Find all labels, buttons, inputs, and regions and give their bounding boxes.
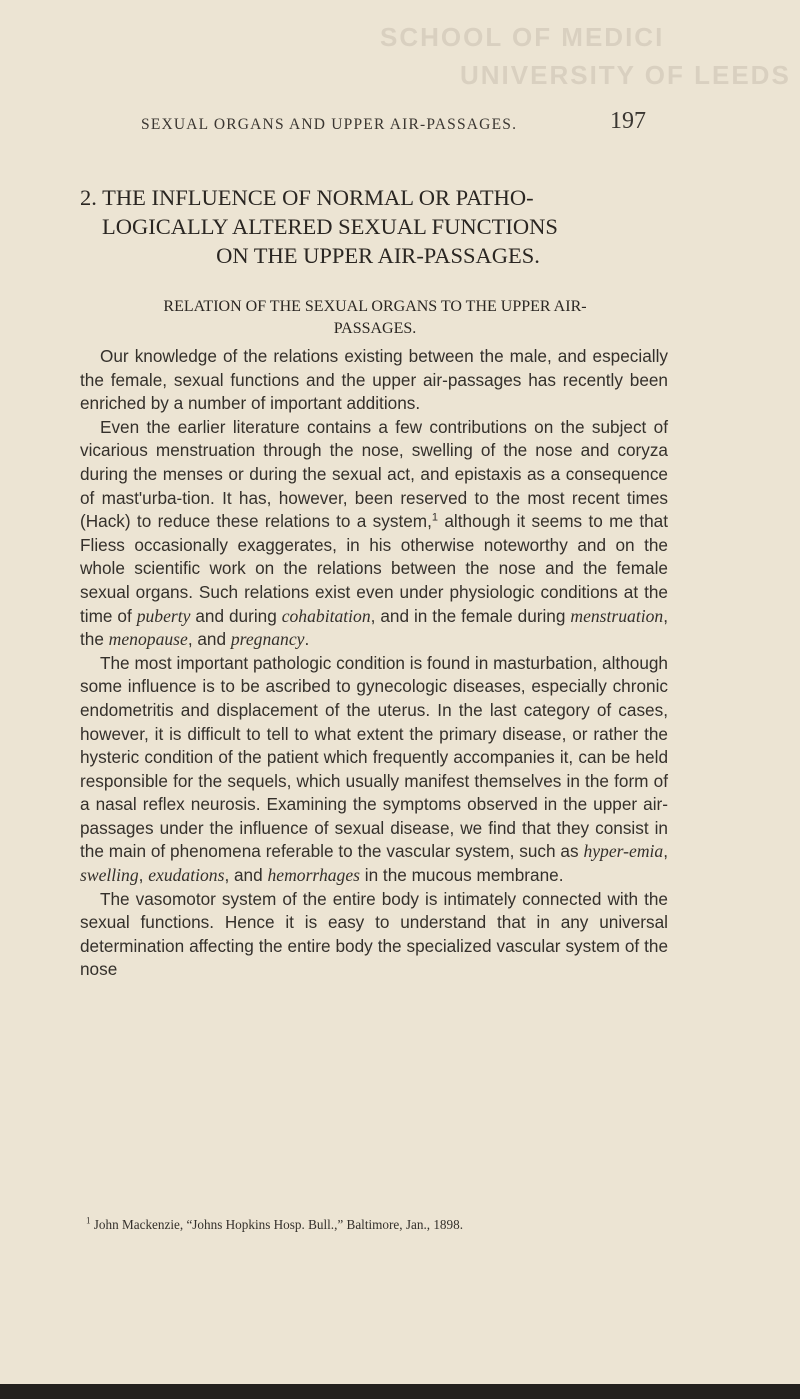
italic-term: swelling <box>80 865 139 886</box>
italic-term: menopause <box>108 629 188 650</box>
page-number: 197 <box>610 108 646 134</box>
paragraph-3-text: The most important pathologic condition is found in masturbation, although some influence is to be ascribed to gynecologic diseases, especially chronic endometritis and displacement of the uterus. In the last category of cases, however, it is difficult to tell to what extent the primary disease, or rather the hysteric condition of the patient which frequently accompanies it, can be held responsible for the sequels, which usually manifest themselves in the form of a nasal reflex neurosis. Examining the symptoms observed in the upper air-passages under the influence of sexual disease, we find that they consist in the main of phenomena referable to the vascular system, such as <box>80 652 668 862</box>
footnote-text: John Mackenzie, “Johns Hopkins Hosp. Bull.,” Baltimore, Jan., 1898. <box>90 1217 464 1232</box>
paragraph-3-text: in the mucous membrane. <box>360 865 564 886</box>
footnote-marker: 1 <box>86 1215 91 1226</box>
italic-term: puberty <box>136 605 191 626</box>
paragraph-3-text: , <box>138 865 149 886</box>
footnote <box>86 1217 676 1233</box>
watermark-line-2: UNIVERSITY OF LEEDS <box>460 60 791 90</box>
paragraph-3-text: , and <box>224 865 268 886</box>
paragraph-1: Our knowledge of the relations existing between the male, and especially the female, sexual functions and the upper air-passages has recently been enriched by a number of important additions. <box>80 346 668 414</box>
paragraph-2-text: although it seems to me that Fliess occasionally exaggerates, in his otherwise noteworthy and on the whole scientific work on the relations between the nose and the female sexual organs. Such relations exist even under physiologic conditions at the time of <box>80 511 669 626</box>
watermark-line-1: SCHOOL OF MEDICI <box>380 22 665 52</box>
chapter-heading-line-3: ON THE UPPER AIR-PASSAGES. <box>216 243 540 268</box>
paragraph-2-text: Even the earlier literature contains a few contributions on the subject of vicarious menstruation through the nose, swelling of the nose and coryza during the menses or during the sexual act, and epistaxis as a consequence of mast'urba-tion. It has, however, been reserved to the most recent times (Hack) to reduce these relations to a system, <box>80 416 668 532</box>
section-heading <box>80 296 670 340</box>
chapter-heading-line-1: 2. THE INFLUENCE OF NORMAL OR PATHO- <box>80 185 534 210</box>
section-heading-line-2: PASSAGES. <box>333 320 417 337</box>
paragraph-2-text: and during <box>190 605 282 626</box>
section-heading-line-1: RELATION OF THE SEXUAL ORGANS TO THE UPPER AIR- <box>163 298 587 315</box>
paragraph-4: The vasomotor system of the entire body is intimately connected with the sexual functions. Hence it is easy to understand that in any universal determination affecting the entire body the specialized vascular system of the nose <box>80 888 668 980</box>
page-edge-shadow <box>0 1384 800 1399</box>
running-head: SEXUAL ORGANS AND UPPER AIR-PASSAGES. <box>141 116 518 133</box>
paragraph-2-text: , and <box>187 629 231 650</box>
chapter-heading-line-2: LOGICALLY ALTERED SEXUAL FUNCTIONS <box>102 214 558 239</box>
paragraph-2-text: , and in the female during <box>370 605 571 626</box>
italic-term: menstruation <box>570 605 664 626</box>
footnote-reference: 1 <box>431 511 439 524</box>
italic-term: hemorrhages <box>267 865 360 886</box>
paragraph-3 <box>80 652 668 888</box>
body-text <box>80 345 668 982</box>
paragraph-2-text: , the <box>80 605 668 650</box>
italic-term: pregnancy <box>230 629 305 650</box>
paragraph-3-text: , <box>663 841 668 862</box>
italic-term: exudations <box>148 865 225 886</box>
paragraph-2 <box>80 416 668 652</box>
italic-term: hyper-emia <box>583 841 664 862</box>
chapter-heading <box>80 183 670 270</box>
italic-term: cohabitation <box>281 605 371 626</box>
paragraph-2-text: . <box>304 629 310 650</box>
